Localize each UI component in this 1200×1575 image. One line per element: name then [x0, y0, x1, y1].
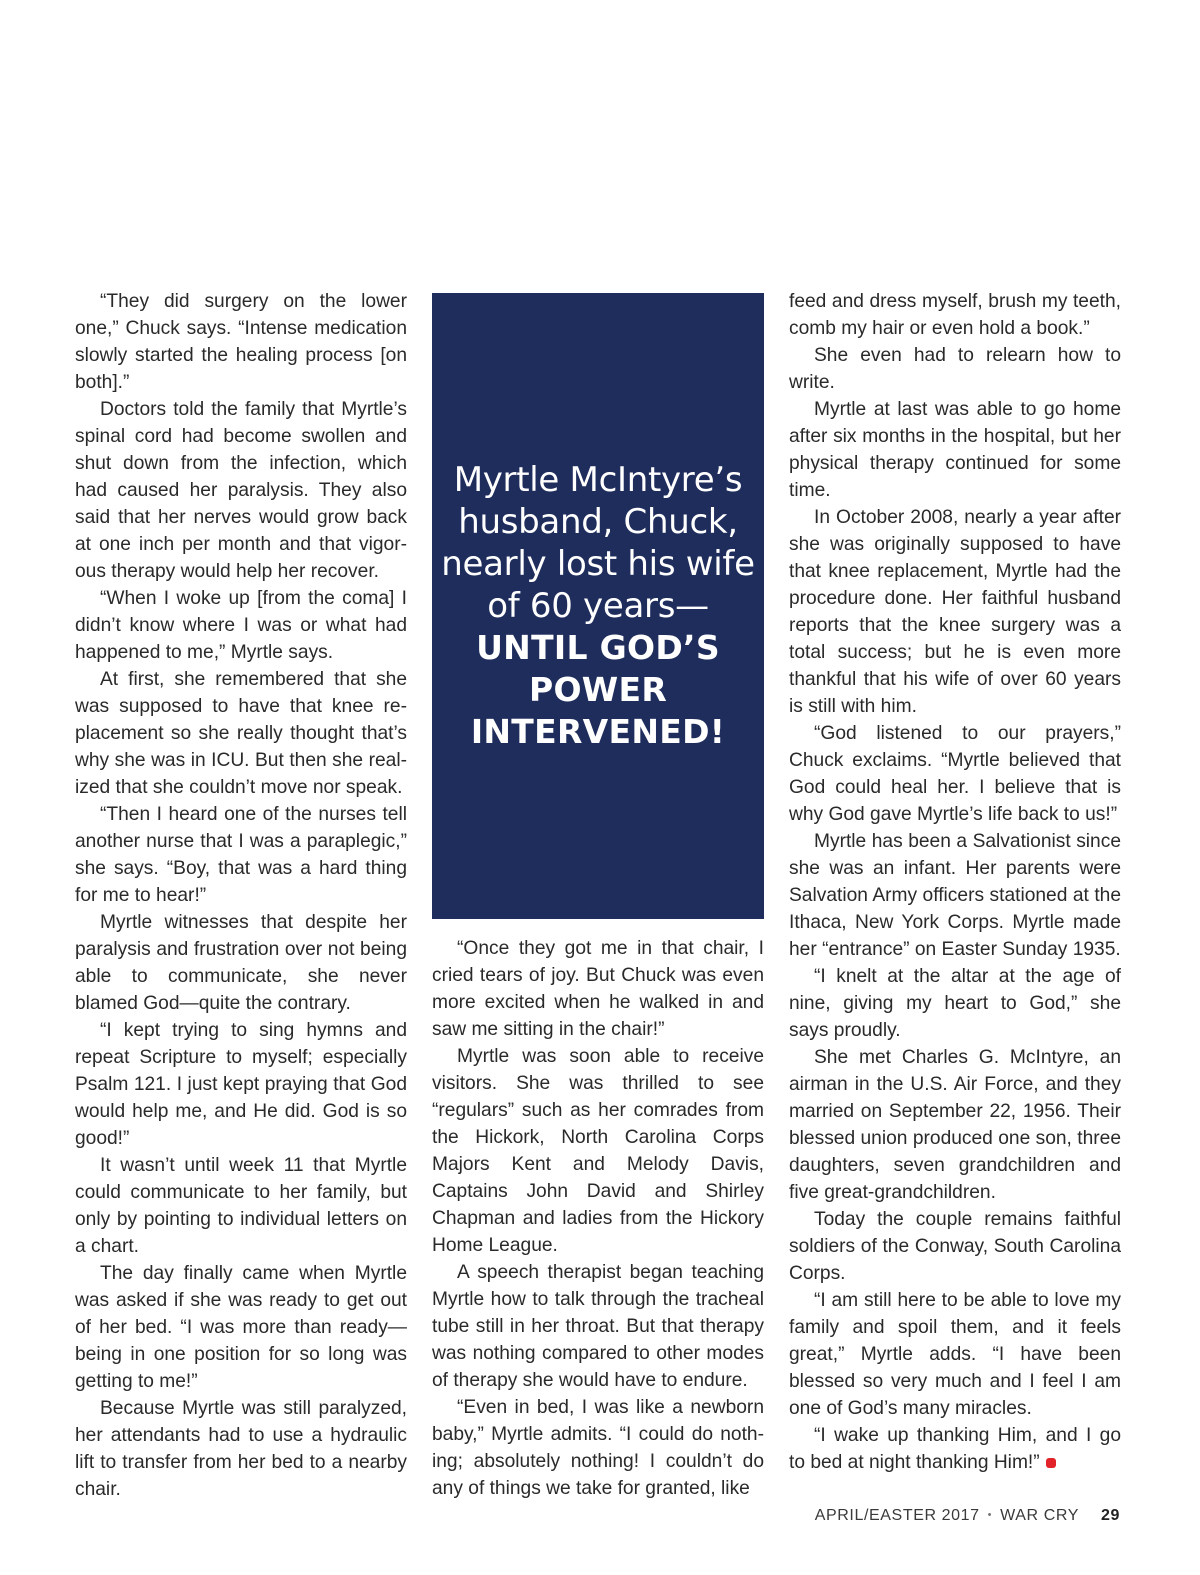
paragraph: It wasn’t until week 11 that Myrtle could communicate to her family, but only by pointing to individual letters on a chart. [75, 1155, 407, 1257]
paragraph: She met Charles G. McIntyre, an airman in the U.S. Air Force, and they married on September 22, 1956. Their blessed union produced one son, three daughters, seven grandchildren and five great-grandchildren. [789, 1047, 1121, 1203]
footer-separator: • [987, 1509, 993, 1521]
paragraph: Doctors told the family that Myrtle’s spinal cord had become swollen and shut down from the infection, which had caused her paralysis. They also said that her nerves would grow back at one inch per month and that vigorous therapy would help her recover. [75, 399, 407, 582]
page-footer [815, 1507, 1120, 1525]
paragraph: The day finally came when Myrtle was asked if she was ready to get out of her bed. “I was more than ready—being in one position for so long was getting to me!” [75, 1263, 407, 1392]
paragraph: Myrtle at last was able to go home after six months in the hospital, but her physical therapy continued for some time. [789, 399, 1121, 501]
paragraph: “They did surgery on the lower one,” Chuck says. “Intense medication slowly started the healing process [on both].” [75, 291, 407, 393]
paragraph: Because Myrtle was still paralyzed, her attendants had to use a hydraulic lift to transfer from her bed to a nearby chair. [75, 1398, 407, 1500]
issue-date: APRIL/EASTER 2017 [814, 1507, 980, 1524]
article-column-1 [75, 288, 407, 1503]
paragraph: At first, she remembered that she was supposed to have that knee replacement so she really thought that’s why she was in ICU. But then she realized that she couldn’t move nor speak. [75, 669, 407, 798]
paragraph: Myrtle witnesses that despite her paralysis and frustration over not being able to communicate, she never blamed God—quite the contrary. [75, 912, 407, 1014]
pull-quote-emphasis-line: UNTIL GOD’S [476, 628, 720, 667]
paragraph: She even had to relearn how to write. [789, 345, 1121, 393]
paragraph: feed and dress myself, brush my teeth, comb my hair or even hold a book.” [789, 291, 1121, 339]
end-of-article-mark [1046, 1458, 1056, 1468]
pull-quote-box [432, 293, 764, 919]
paragraph: “When I woke up [from the coma] I didn’t know where I was or what had happened to me,” Myrtle says. [75, 588, 407, 663]
pull-quote-line: of 60 years— [487, 586, 709, 626]
pull-quote-emphasis-line: POWER [528, 670, 668, 709]
paragraph: “God listened to our prayers,” Chuck exclaims. “Myrtle believed that God could heal her. I believe that is why God gave Myrtle’s life back to us!” [789, 723, 1121, 825]
pull-quote-line: nearly lost his wife [441, 544, 755, 584]
paragraph: Myrtle has been a Salvationist since she was an infant. Her parents were Salvation Army officers stationed at the Ithaca, New York Corps. Myrtle made her “entrance” on Easter Sunday 1935. [789, 831, 1121, 960]
paragraph: In October 2008, nearly a year after she was originally supposed to have that knee replacement, Myrtle had the procedure done. Her faithful husband reports that the knee surgery was a total success; but he is even more thankful that his wife of over 60 years is still with him. [789, 507, 1121, 717]
paragraph: “Even in bed, I was like a newborn baby,” Myrtle admits. “I could do nothing; absolutely nothing! I couldn’t do any of things we take for granted, like [432, 1397, 764, 1499]
article-column-2 [432, 935, 764, 1502]
paragraph: “I knelt at the altar at the age of nine, giving my heart to God,” she says proudly. [789, 966, 1121, 1041]
page-number: 29 [1101, 1507, 1120, 1524]
last-paragraph [789, 1422, 1121, 1476]
paragraph: Today the couple remains faithful soldiers of the Conway, South Carolina Corps. [789, 1209, 1121, 1284]
paragraph: “Once they got me in that chair, I cried tears of joy. But Chuck was even more excited when he walked in and saw me sitting in the chair!” [432, 938, 764, 1040]
article-column-3 [789, 288, 1121, 1476]
pull-quote-line: Myrtle McIntyre’s [453, 460, 743, 500]
paragraph: A speech therapist began teaching Myrtle how to talk through the tracheal tube still in her throat. But that therapy was nothing compared to other modes of therapy she would have to endure. [432, 1262, 764, 1391]
pull-quote-emphasis-line: INTERVENED! [470, 712, 726, 751]
paragraph: Myrtle was soon able to receive visitors. She was thrilled to see “regulars” such as her comrades from the Hickork, North Carolina Corps Majors Kent and Melody Davis, Captains John David and Shirley Chapman and ladies from the Hickory Home League. [432, 1046, 764, 1256]
paragraph: “I kept trying to sing hymns and repeat Scripture to myself; especially Psalm 121. I just kept praying that God would help me, and He did. God is so good!” [75, 1020, 407, 1149]
paragraph: “Then I heard one of the nurses tell another nurse that I was a paraplegic,” she says. “Boy, that was a hard thing for me to hear!” [75, 804, 407, 906]
paragraph: “I am still here to be able to love my family and spoil them, and it feels great,” Myrtle adds. “I have been blessed so very much and I feel I am one of God’s many miracles. [789, 1290, 1121, 1419]
magazine-name: WAR CRY [1000, 1507, 1079, 1524]
paragraph-text: “I wake up thanking Him, and I go to bed at night thanking Him!” [789, 1425, 1121, 1473]
pull-quote-line: husband, Chuck, [458, 502, 738, 542]
